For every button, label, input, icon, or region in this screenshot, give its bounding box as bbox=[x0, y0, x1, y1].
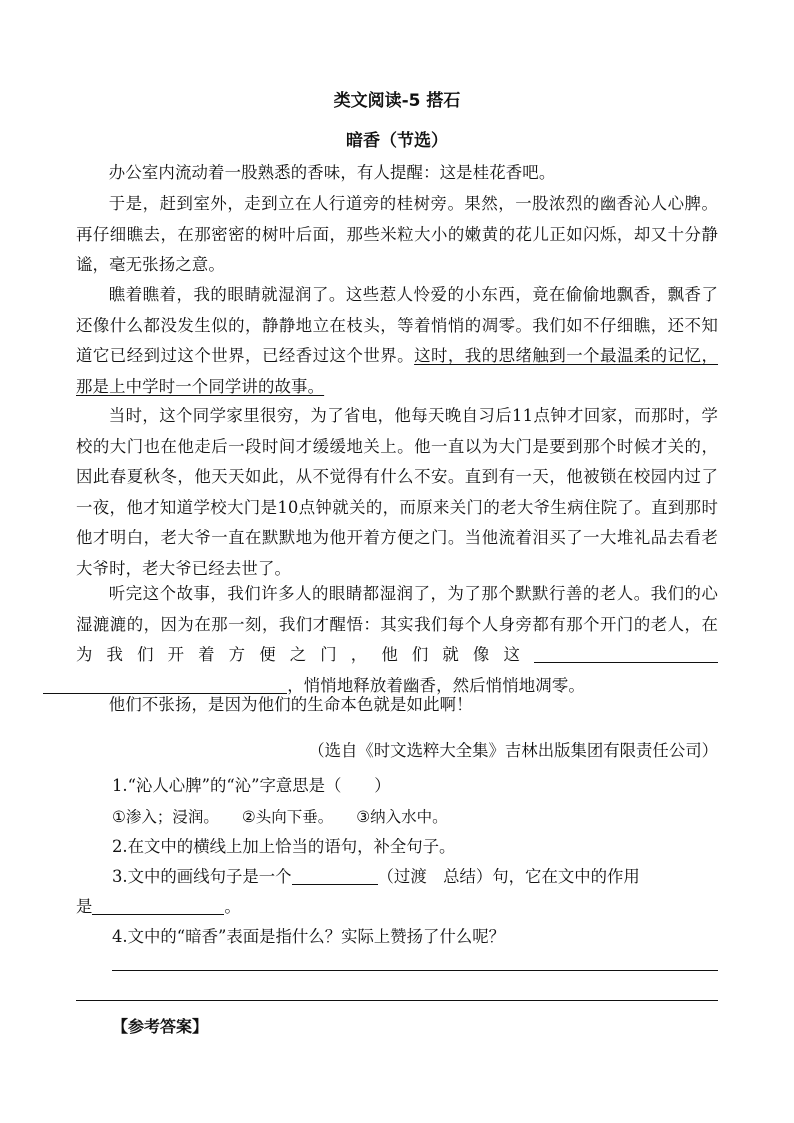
underlined-sentence: 这时，我的思绪触到一个最温柔的记忆，那是上中学时一个同学讲的故事。 bbox=[76, 346, 719, 396]
question-3-text-a: 3.文中的画线句子是一个 bbox=[112, 867, 292, 886]
article-paragraph-6: 他们不张扬，是因为他们的生命本色就是如此啊！ bbox=[108, 695, 473, 714]
article-paragraph-5 bbox=[76, 579, 718, 701]
question-4: 4.文中的“暗香”表面是指什么？实际上赞扬了什么呢？ bbox=[112, 927, 505, 946]
question-3-blank-1[interactable] bbox=[292, 866, 378, 885]
question-3-blank-2[interactable] bbox=[92, 896, 224, 915]
question-4-answer-line[interactable] bbox=[112, 970, 718, 971]
article-paragraph-2: 于是，赶到室外，走到立在人行道旁的桂树旁。果然，一股浓烈的幽香沁人心脾。再仔细瞧去，在那密密的树叶后面，那些米粒大小的嫩黄的花儿正如闪烁，却又十分静谧，毫无张扬之意。 bbox=[76, 194, 718, 275]
article-paragraph-1: 办公室内流动着一股熟悉的香味，有人提醒：这是桂花香吧。 bbox=[108, 163, 556, 182]
option-1[interactable]: ①渗入；浸润。 bbox=[112, 808, 219, 826]
question-1: 1.“沁人心脾”的“沁”字意思是（ ） bbox=[112, 776, 391, 795]
article-source: （选自《时文选粹大全集》吉林出版集团有限责任公司） bbox=[308, 741, 718, 760]
answer-heading: 【参考答案】 bbox=[112, 1017, 209, 1036]
worksheet-title: 类文阅读-5 搭石 bbox=[333, 91, 461, 111]
article-title: 暗香（节选） bbox=[346, 131, 448, 151]
article-paragraph-4: 当时，这个同学家里很穷，为了省电，他每天晚自习后11点钟才回家，而那时，学校的大门也在他走后一段时间才缓缓地关上。他一直以为大门是要到那个时候才关的，因此春夏秋冬，他天天如此，从不觉得有什么不安。直到有一天，他被锁在校园内过了一夜，他才知道学校大门是10点钟就关的，而原来关门的老大爷生病住院了。直到那时他才明白，老大爷一直在默默地为他开着方便之门。当他流着泪买了一大堆礼品去看老大爷时，老大爷已经去世了。 bbox=[76, 406, 718, 578]
paragraph-5-text-b: ，悄悄地释放着幽香，然后悄悄地凋零。 bbox=[287, 675, 585, 695]
fill-blank-line-1[interactable] bbox=[534, 644, 718, 663]
question-3 bbox=[112, 862, 718, 893]
question-3-text-d: 。 bbox=[224, 897, 241, 916]
question-3-continuation bbox=[76, 892, 241, 923]
question-3-text-b: （过渡 总结）句，它在文中的作用 bbox=[377, 867, 640, 886]
option-3[interactable]: ③纳入水中。 bbox=[356, 808, 448, 826]
paragraph-5-text-a: 听完这个故事，我们许多人的眼睛都湿润了，为了那个默默行善的老人。我们的心湿漉漉的，因为在那一刻，我们才醒悟：其实我们每个人身旁都有那个开门的老人，在为我们开着方便之门，他们就像这 bbox=[76, 584, 718, 665]
article-paragraph-3 bbox=[76, 280, 718, 402]
question-1-options bbox=[112, 802, 718, 833]
paragraph-3-text: 瞧着瞧着，我的眼睛就湿润了。这些惹人怜爱的小东西，竟在偷偷地飘香，飘香了还像什么都没发生似的，静静地立在枝头，等着悄悄的凋零。我们如不仔细瞧，还不知道它已经到过这个世界，已经香过这个世界。 bbox=[76, 285, 718, 366]
question-2: 2.在文中的横线上加上恰当的语句，补全句子。 bbox=[112, 837, 456, 856]
question-3-text-c: 是 bbox=[76, 897, 93, 916]
section-divider bbox=[76, 1000, 718, 1001]
option-2[interactable]: ②头向下垂。 bbox=[241, 808, 334, 826]
